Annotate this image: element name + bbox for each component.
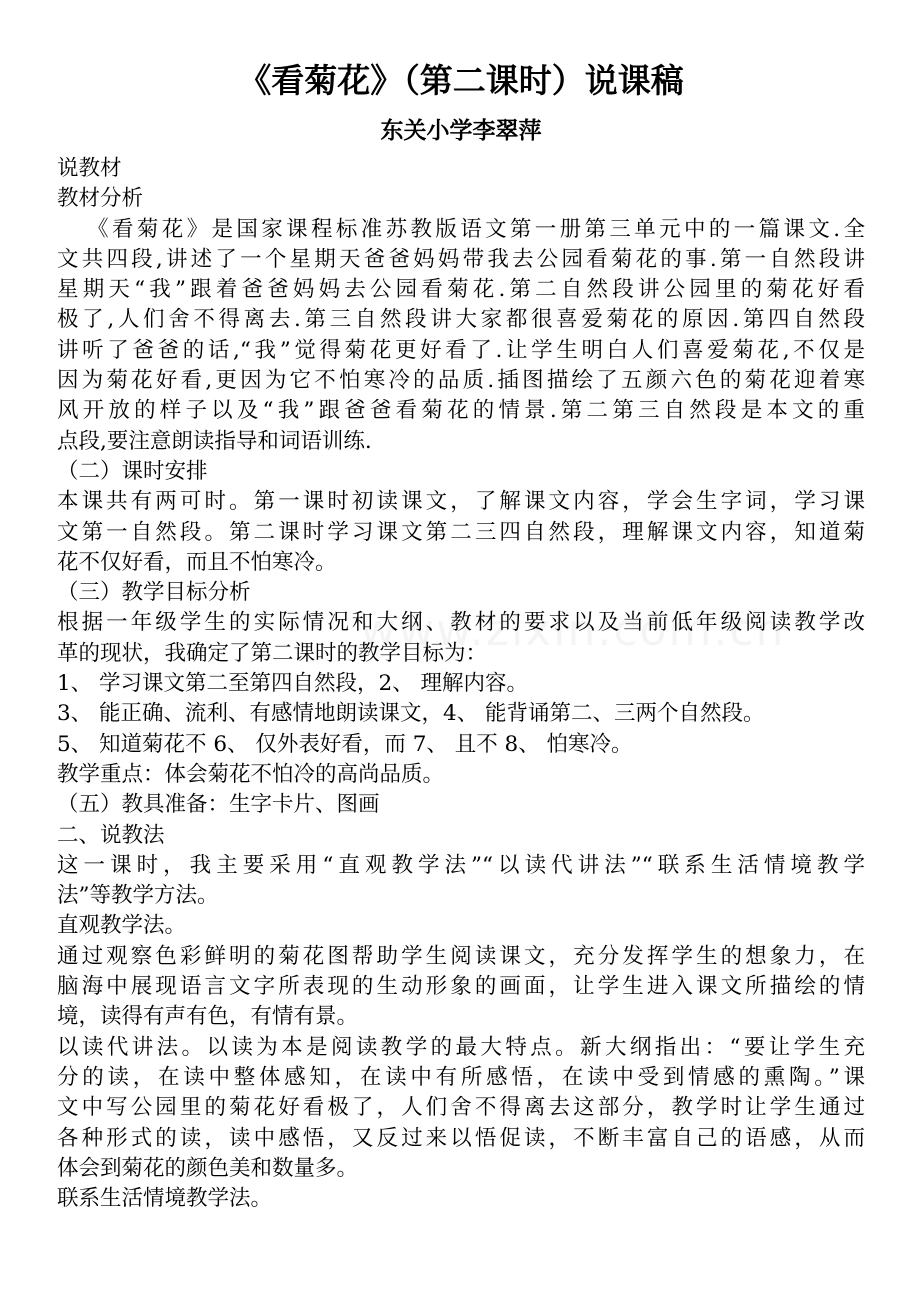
section-heading: 联系生活情境教学法。	[57, 1186, 273, 1212]
text-line: 文共四段,讲述了一个星期天爸爸妈妈带我去公园看菊花的事.第一自然段讲	[57, 246, 865, 272]
text-line: 根据一年级学生的实际情况和大纲、教材的要求以及当前低年级阅读教学改	[57, 610, 865, 636]
objective-line: 1、 学习课文第二至第四自然段，2、 理解内容。	[57, 671, 529, 697]
objective-line: 3、 能正确、流利、有感情地朗读课文，4、 能背诵第二、三两个自然段。	[57, 701, 765, 727]
text-line: 以读代讲法。以读为本是阅读教学的最大特点。新大纲指出：“要让学生充	[57, 1034, 865, 1060]
section-heading: 直观教学法。	[57, 913, 187, 939]
text-line: 讲听了爸爸的话,“我”觉得菊花更好看了.让学生明白人们喜爱菊花,不仅是	[57, 337, 865, 363]
text-line: 点段,要注意朗读指导和词语训练.	[57, 428, 372, 454]
text-line: 风开放的样子以及“我”跟爸爸看菊花的情景.第二第三自然段是本文的重	[57, 398, 865, 424]
text-line: 各种形式的读，读中感悟，又反过来以悟促读，不断丰富自己的语感，从而	[57, 1125, 865, 1151]
section-heading: 说教材	[57, 156, 122, 181]
document-body	[57, 154, 865, 1214]
section-heading: 教材分析	[57, 186, 144, 212]
text-line: 因为菊花好看,更因为它不怕寒冷的品质.插图描绘了五颜六色的菊花迎着寒	[57, 368, 865, 394]
document-author: 东关小学李翠萍	[380, 118, 542, 144]
document-title: 《看菊花》（第二课时）说课稿	[238, 61, 684, 100]
text-line: 文中写公园里的菊花好看极了，人们舍不得离去这部分，教学时让学生通过	[57, 1095, 865, 1121]
objective-line: 5、 知道菊花不 6、 仅外表好看，而 7、 且不 8、 怕寒冷。	[57, 731, 633, 757]
text-line: 文第一自然段。第二课时学习课文第二三四自然段，理解课文内容，知道菊	[57, 519, 865, 545]
text-line: 体会到菊花的颜色美和数量多。	[57, 1155, 359, 1181]
section-heading: （三）教学目标分析	[57, 580, 251, 606]
text-line: 通过观察色彩鲜明的菊花图帮助学生阅读课文，充分发挥学生的想象力，在	[57, 943, 865, 969]
section-heading: （五）教具准备：生字卡片、图画	[57, 792, 380, 818]
text-line: 星期天“我”跟着爸爸妈妈去公园看菊花.第二自然段讲公园里的菊花好看	[57, 277, 865, 303]
text-line: 分的读，在读中整体感知，在读中有所感悟，在读中受到情感的熏陶。”课	[57, 1064, 865, 1090]
text-line: 境，读得有声有色，有情有景。	[57, 1004, 359, 1030]
text-line: 革的现状，我确定了第二课时的教学目标为：	[57, 640, 488, 666]
document-page	[57, 52, 865, 1214]
section-heading: （二）课时安排	[57, 458, 208, 484]
text-line: 脑海中展现语言文字所表现的生动形象的画面，让学生进入课文所描绘的情	[57, 974, 865, 1000]
text-line: 花不仅好看，而且不怕寒冷。	[57, 549, 337, 575]
text-line: 这一课时，我主要采用“直观教学法”“以读代讲法”“联系生活情境教学	[57, 852, 865, 878]
text-line: 法”等教学方法。	[57, 883, 219, 909]
text-line: 极了,人们舍不得离去.第三自然段讲大家都很喜爱菊花的原因.第四自然段	[57, 307, 865, 333]
text-line: 《看菊花》是国家课程标准苏教版语文第一册第三单元中的一篇课文.全	[87, 216, 865, 242]
text-line: 本课共有两可时。第一课时初读课文，了解课文内容，学会生字词，学习课	[57, 489, 865, 515]
text-line: 教学重点：体会菊花不怕冷的高尚品质。	[57, 761, 445, 787]
section-heading: 二、说教法	[57, 822, 165, 848]
